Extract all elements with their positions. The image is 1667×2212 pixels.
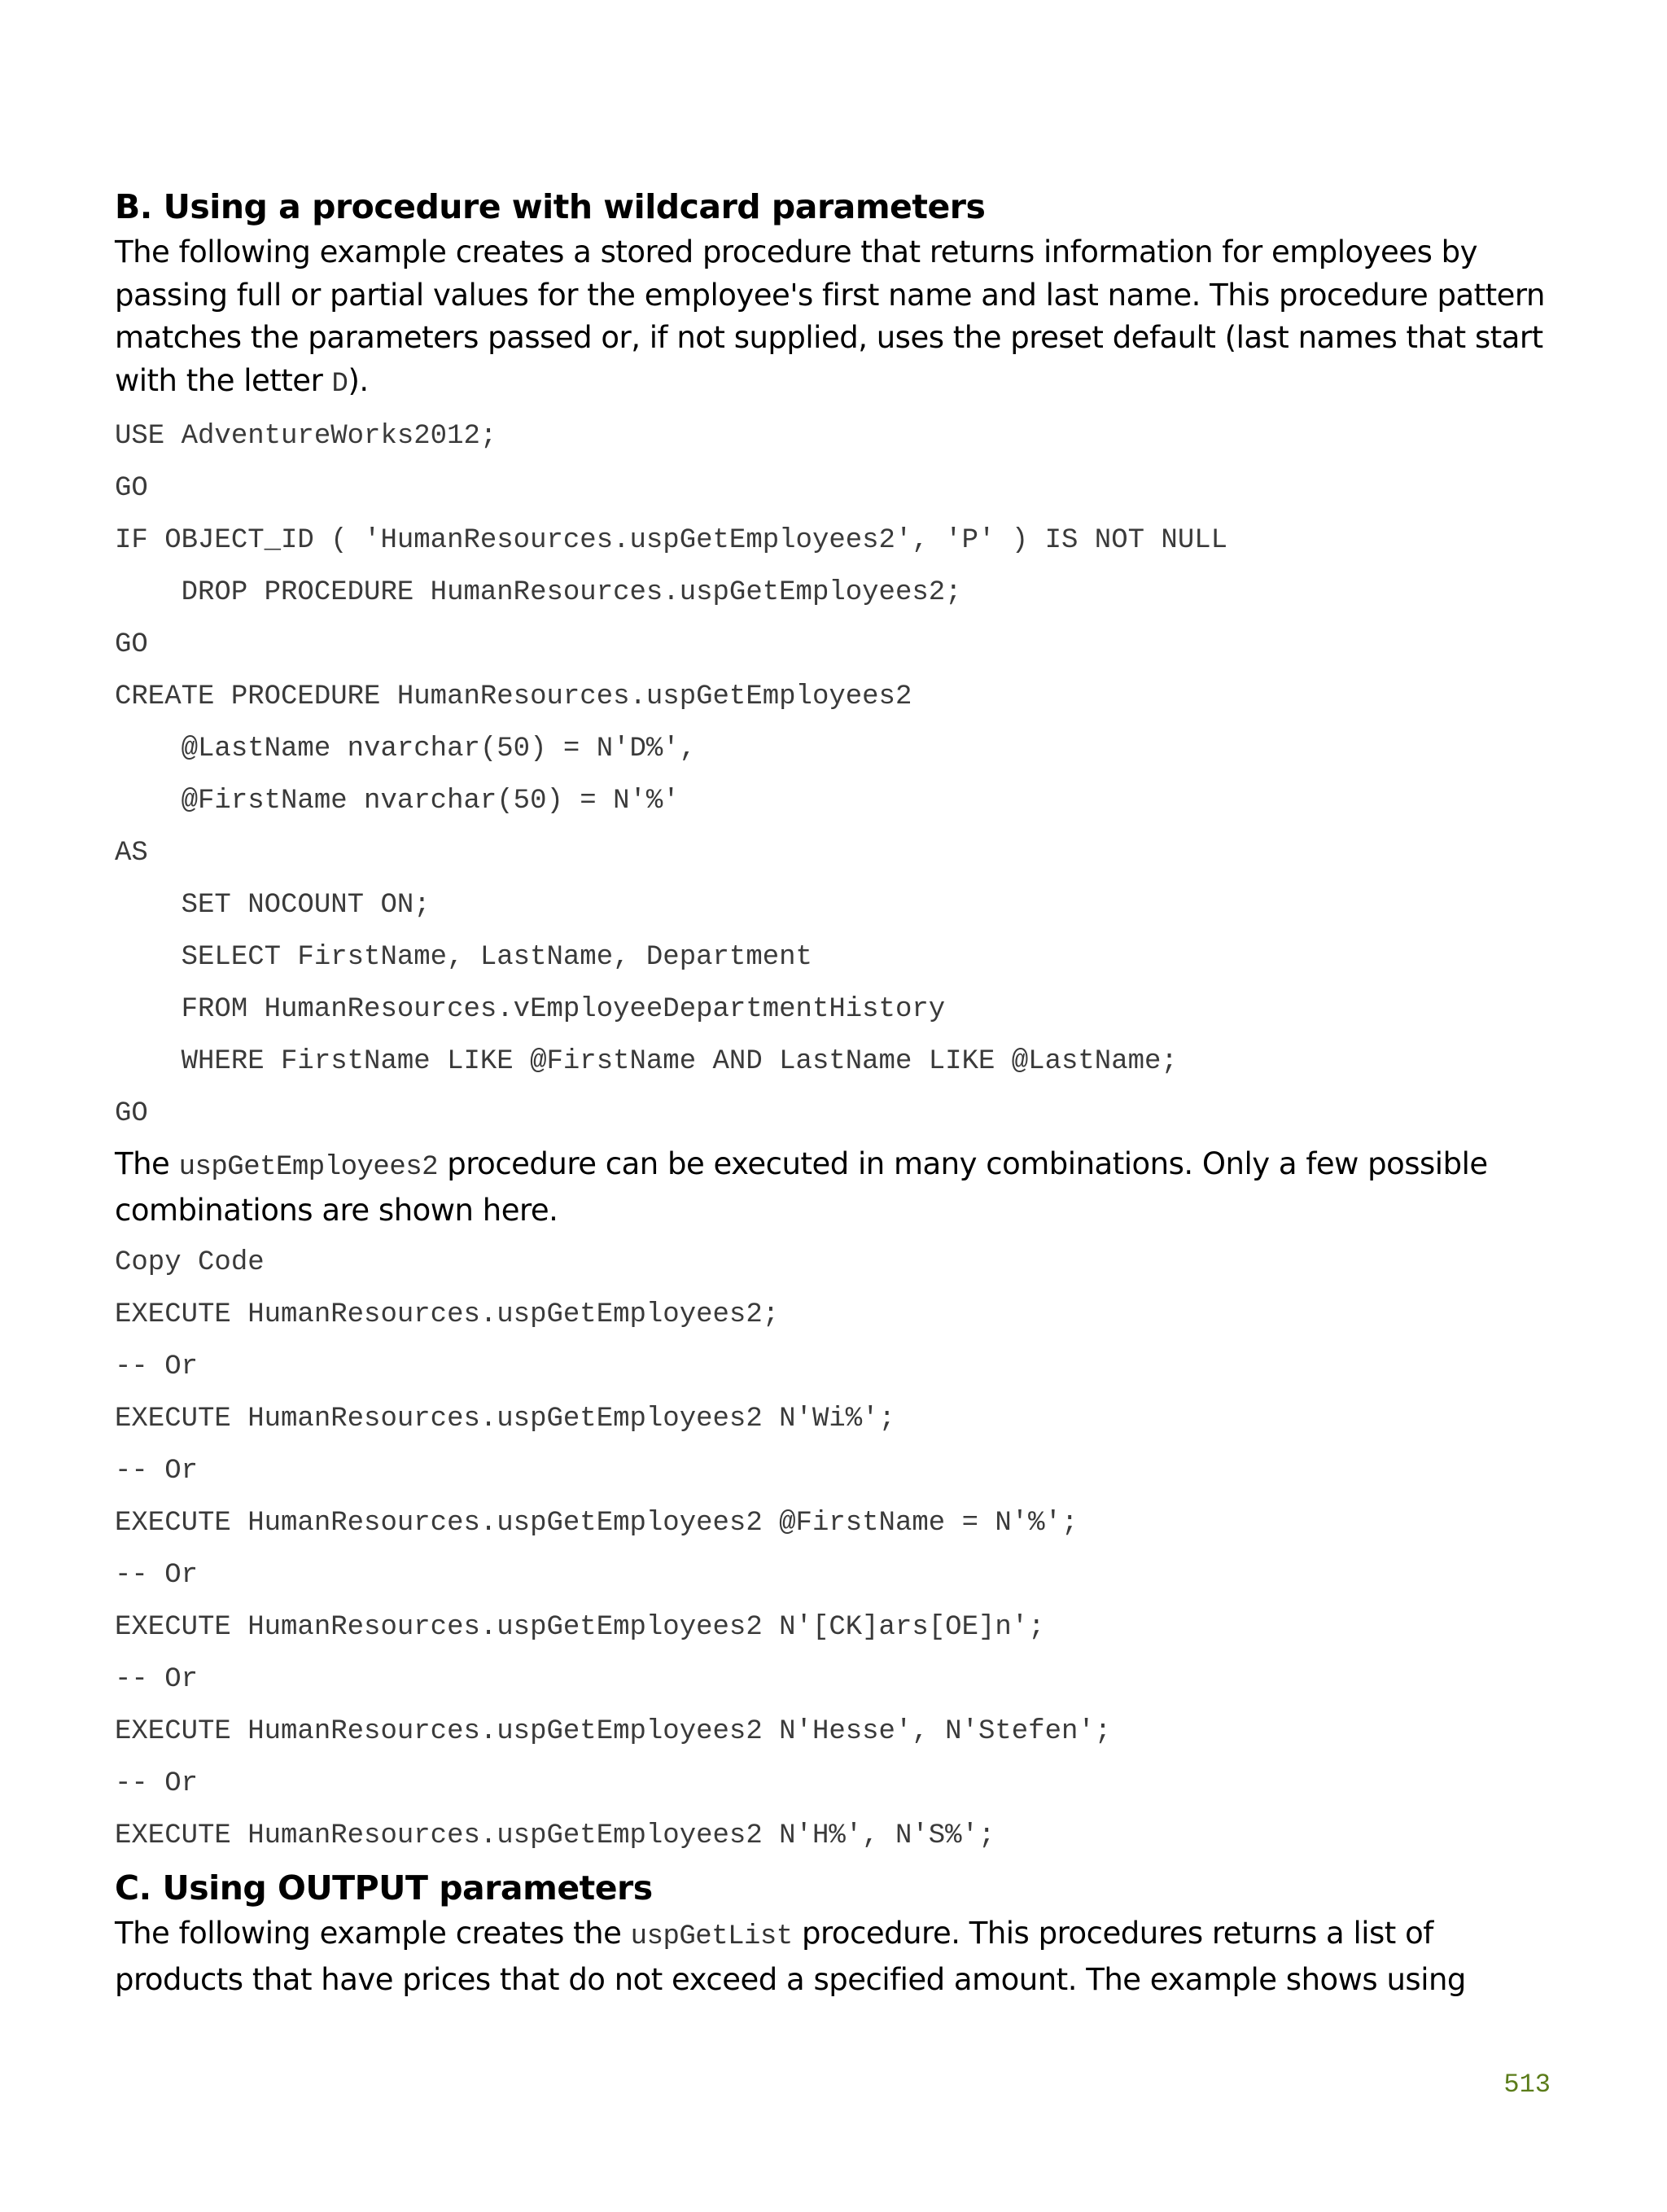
section-c-intro: [115, 1912, 1564, 2001]
code-line: -- Or: [115, 1560, 199, 1591]
code-line: EXECUTE HumanResources.uspGetEmployees2 @FirstName = N'%';: [115, 1508, 1079, 1539]
code-line: @FirstName nvarchar(50) = N'%': [115, 786, 680, 817]
explanation-text-end: procedure can be executed in many combinations. Only a few possible combinations are shown here.: [115, 1146, 1488, 1228]
code-line: AS: [115, 838, 148, 869]
page-content: [115, 186, 1564, 2006]
section-c-intro-code: uspGetList: [630, 1921, 793, 1952]
section-b-intro-text-end: ).: [348, 362, 369, 398]
explanation-text: The: [115, 1146, 179, 1181]
explanation-code: uspGetEmployees2: [178, 1152, 439, 1183]
code-line: GO: [115, 1098, 148, 1129]
code-line: FROM HumanResources.vEmployeeDepartmentHistory: [115, 994, 946, 1025]
code-line: CREATE PROCEDURE HumanResources.uspGetEmployees2: [115, 681, 912, 712]
code-line: -- Or: [115, 1456, 199, 1487]
section-b-intro-text: The following example creates a stored procedure that returns information for employees by passing full or partial values for the employee's first name and last name. This procedure pattern matches the parameters passed or, if not supplied, uses the preset default (last names that start with the letter: [115, 234, 1545, 398]
code-line: -- Or: [115, 1664, 199, 1695]
code-line: SET NOCOUNT ON;: [115, 890, 431, 921]
code-line: SELECT FirstName, LastName, Department: [115, 942, 812, 973]
code-line: WHERE FirstName LIKE @FirstName AND LastName LIKE @LastName;: [115, 1046, 1178, 1077]
procedure-code-block: [115, 410, 1564, 1140]
code-line: @LastName nvarchar(50) = N'D%',: [115, 734, 697, 764]
code-line: EXECUTE HumanResources.uspGetEmployees2 N'[CK]ars[OE]n';: [115, 1612, 1045, 1643]
section-b-intro: [115, 231, 1564, 405]
section-c-intro-text-end: procedure. This procedures returns a list of products that have prices that do not exceed a specified amount. The example shows using: [115, 1916, 1466, 1997]
section-b-heading: B. Using a procedure with wildcard parameters: [115, 187, 986, 226]
code-line: IF OBJECT_ID ( 'HumanResources.uspGetEmployees2', 'P' ) IS NOT NULL: [115, 525, 1228, 556]
page-number: 513: [1503, 2070, 1551, 2100]
code-line: EXECUTE HumanResources.uspGetEmployees2;: [115, 1299, 780, 1330]
code-line: EXECUTE HumanResources.uspGetEmployees2 N'H%', N'S%';: [115, 1820, 995, 1851]
code-line: -- Or: [115, 1351, 199, 1382]
section-c-heading: C. Using OUTPUT parameters: [115, 1868, 653, 1908]
section-c-intro-text: The following example creates the: [115, 1916, 631, 1951]
section-b-explanation: [115, 1143, 1564, 1232]
code-line: GO: [115, 473, 148, 504]
code-line: GO: [115, 629, 148, 660]
code-line: -- Or: [115, 1768, 199, 1799]
section-b-intro-code: D: [331, 368, 348, 400]
code-line: EXECUTE HumanResources.uspGetEmployees2 N'Wi%';: [115, 1404, 895, 1435]
copy-code-label[interactable]: Copy Code: [115, 1247, 265, 1278]
code-line: EXECUTE HumanResources.uspGetEmployees2 N'Hesse', N'Stefen';: [115, 1716, 1112, 1747]
code-line: DROP PROCEDURE HumanResources.uspGetEmployees2;: [115, 577, 962, 608]
execute-code-block: [115, 1237, 1564, 1862]
code-line: USE AdventureWorks2012;: [115, 421, 497, 452]
